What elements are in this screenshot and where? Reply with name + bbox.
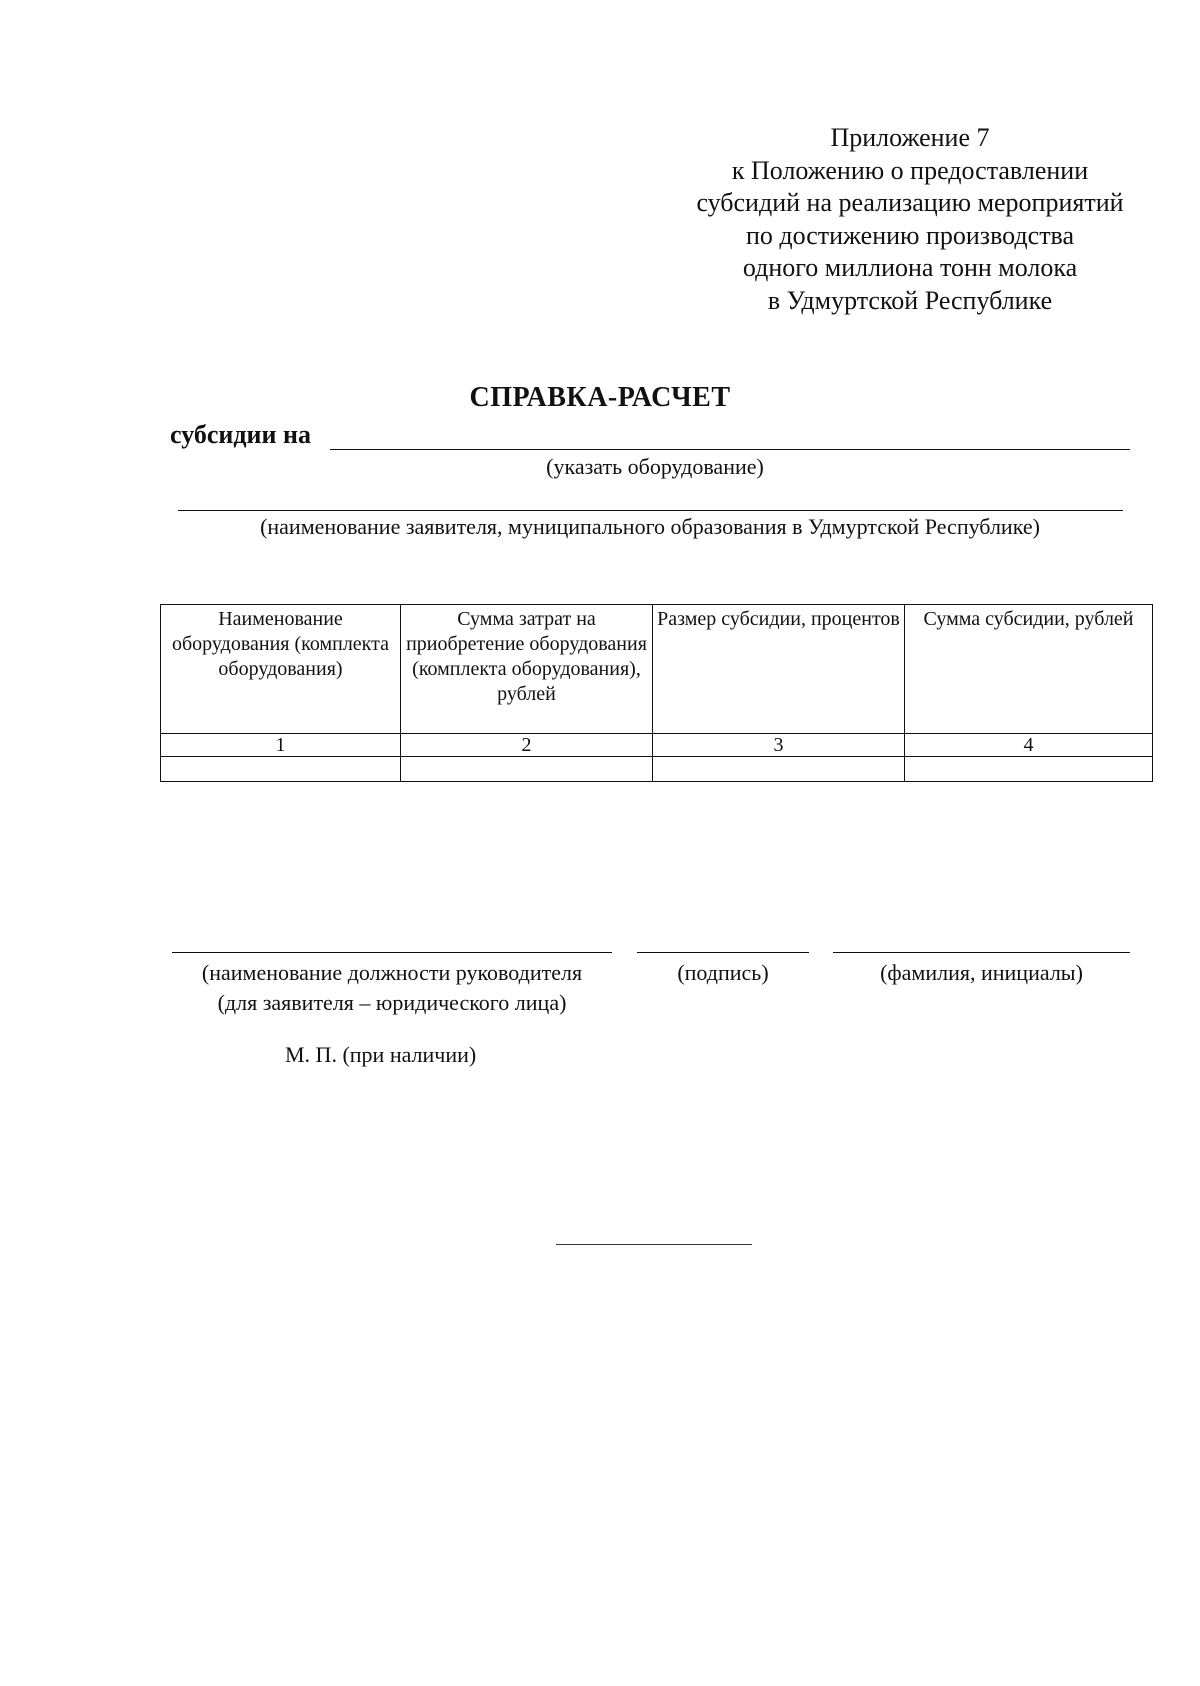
equipment-hint: (указать оборудование) xyxy=(546,454,764,479)
appendix-line: к Положению о предоставлении xyxy=(731,155,1089,185)
end-of-document-line xyxy=(556,1244,752,1245)
appendix-line: одного миллиона тонн молока xyxy=(742,253,1078,282)
column-number-cell: 4 xyxy=(905,734,1153,757)
subsidy-line xyxy=(170,420,1130,454)
table-header-cell: Наименование оборудования (комплекта оборудования) xyxy=(161,605,401,734)
table-header-row xyxy=(161,605,1153,734)
table-cell xyxy=(905,757,1153,782)
table-header-cell: Сумма затрат на приобретение оборудования (комплекта оборудования), рублей xyxy=(401,605,653,734)
column-number-cell: 3 xyxy=(653,734,905,757)
column-number-row xyxy=(161,734,1153,757)
table-row xyxy=(161,757,1153,782)
name-hint: (фамилия, инициалы) xyxy=(880,960,1083,985)
signature-hint: (подпись) xyxy=(677,960,769,985)
position-hint-line: (для заявителя – юридического лица) xyxy=(217,990,567,1015)
appendix-header xyxy=(630,122,1190,317)
name-fill-line xyxy=(833,952,1130,953)
applicant-fill-line xyxy=(178,510,1123,511)
table-cell xyxy=(653,757,905,782)
table-cell xyxy=(401,757,653,782)
equipment-fill-line xyxy=(330,449,1130,450)
applicant-hint: (наименование заявителя, муниципального образования в Удмуртской Республике) xyxy=(260,514,1040,539)
appendix-line: Приложение 7 xyxy=(830,123,990,152)
appendix-line: в Удмуртской Республике xyxy=(767,285,1053,315)
appendix-line: по достижению производства xyxy=(745,220,1075,250)
document-title: СПРАВКА-РАСЧЕТ xyxy=(469,382,731,413)
table-cell xyxy=(161,757,401,782)
signature-fill-line xyxy=(637,952,809,953)
table-header-cell: Размер субсидии, процентов xyxy=(653,605,905,734)
appendix-line: субсидий на реализацию мероприятий xyxy=(696,188,1124,217)
calculation-table xyxy=(160,604,1153,782)
stamp-note: М. П. (при наличии) xyxy=(285,1042,477,1067)
position-hint xyxy=(172,958,612,1018)
table-header-cell: Сумма субсидии, рублей xyxy=(905,605,1153,734)
subsidy-label: субсидии на xyxy=(170,420,311,449)
position-fill-line xyxy=(172,952,612,953)
column-number-cell: 1 xyxy=(161,734,401,757)
column-number-cell: 2 xyxy=(401,734,653,757)
position-hint-line: (наименование должности руководителя xyxy=(201,960,583,985)
